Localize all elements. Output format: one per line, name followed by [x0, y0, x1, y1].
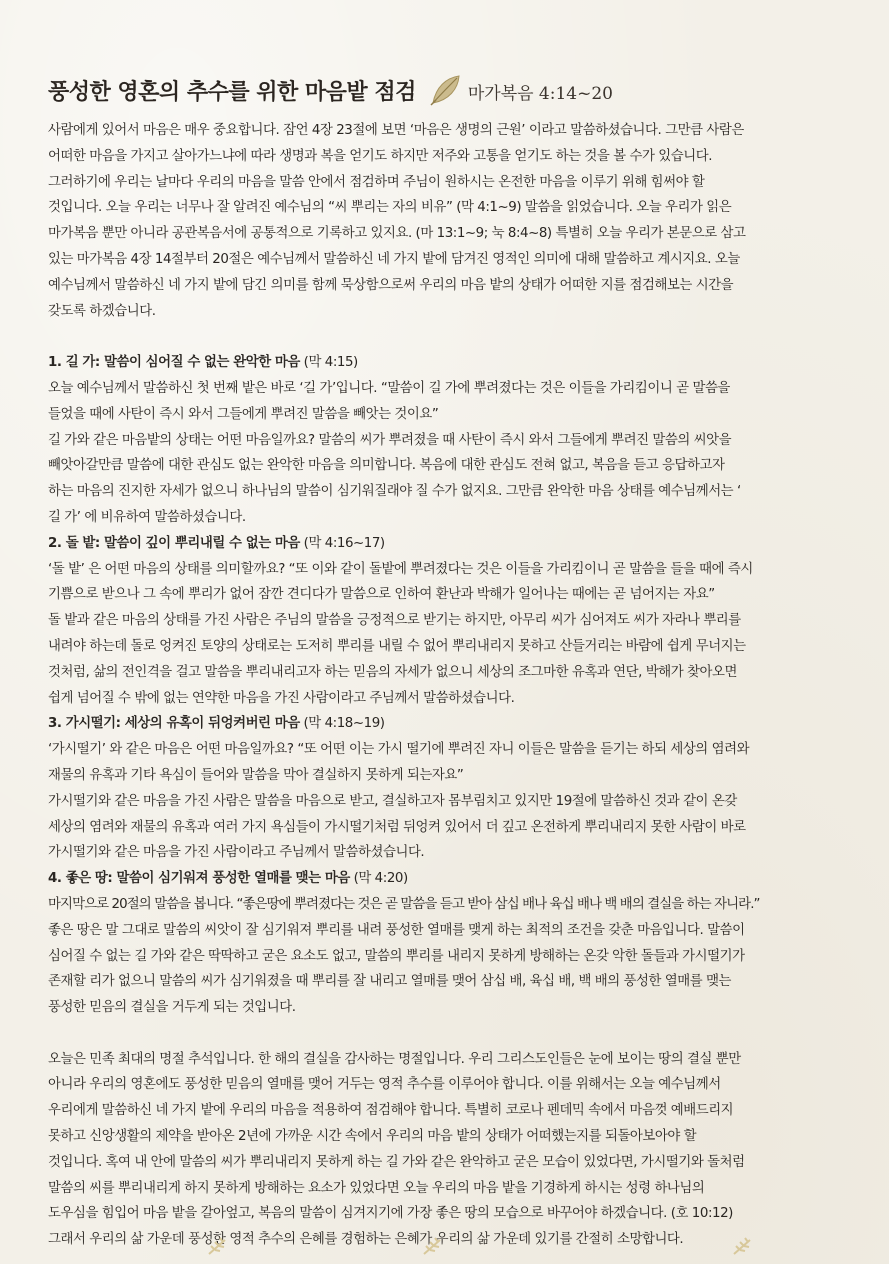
- scripture-reference: 마가복음 4:14~20: [467, 83, 613, 104]
- text-line: 어떠한 마음을 가지고 살아가느냐에 따라 생명과 복을 얻기도 하지만 저주와 고통을 얻기도 하는 것을 볼 수가 있습니다.: [48, 148, 713, 164]
- text-line: 말씀의 씨를 뿌리내리게 하지 못하게 방해하는 요소가 있었다면 오늘 우리의 마음 밭을 기경하게 하시는 성령 하나님의: [48, 1180, 705, 1196]
- intro-paragraph: [48, 118, 848, 324]
- text-line: 길 가와 같은 마음밭의 상태는 어떤 마음일까요? 말씀의 씨가 뿌려졌을 때 사탄이 즉시 와서 그들에게 뿌려진 말씀의 씨앗을: [48, 432, 732, 448]
- section-3: [48, 711, 848, 866]
- text-line: 풍성한 믿음의 결실을 거두게 되는 것입니다.: [48, 1000, 296, 1016]
- text-line: 빼앗아갈만큼 말씀에 대한 관심도 없는 완악한 마음을 의미합니다. 복음에 대한 관심도 전혀 없고, 복음을 듣고 응답하고자: [48, 458, 725, 474]
- section-heading: 4. 좋은 땅: 말씀이 심기워져 풍성한 열매를 맺는 마음 (막 4:20): [48, 871, 408, 887]
- text-line: 그러하기에 우리는 날마다 우리의 마음을 말씀 안에서 점검하며 주님이 원하시는 온전한 마음을 이루기 위해 힘써야 할: [48, 174, 705, 190]
- section-heading: 2. 돌 밭: 말씀이 깊이 뿌리내릴 수 없는 마음 (막 4:16~17): [48, 535, 385, 551]
- text-line: 것입니다. 오늘 우리는 너무나 잘 알려진 예수님의 “씨 뿌리는 자의 비유” (막 4:1~9) 말씀을 읽었습니다. 오늘 우리가 읽은: [48, 200, 732, 216]
- text-line: 마가복음 뿐만 아니라 공관복음서에 공통적으로 기록하고 있지요. (마 13:1~9; 눅 8:4~8) 특별히 오늘 우리가 본문으로 삼고: [48, 226, 746, 242]
- text-line: 갖도록 하겠습니다.: [48, 303, 156, 319]
- closing-paragraph: [48, 1047, 848, 1253]
- text-line: ‘돌 밭’ 은 어떤 마음의 상태를 의미할까요? “또 이와 같이 돌밭에 뿌려졌다는 것은 이들을 가리킴이니 곧 말씀을 들을 때에 즉시: [48, 561, 753, 577]
- text-line: 쉽게 넘어질 수 밖에 없는 연약한 마음을 가진 사람이라고 주님께서 말씀하셨습니다.: [48, 690, 515, 706]
- text-line: 것처럼, 삶의 전인격을 걸고 말씀을 뿌리내리고자 하는 믿음의 자세가 없으니 세상의 조그마한 유혹과 연단, 박해가 찾아오면: [48, 664, 737, 680]
- text-line: 아니라 우리의 영혼에도 풍성한 믿음의 열매를 맺어 거두는 영적 추수를 이루어야 합니다. 이를 위해서는 오늘 예수님께서: [48, 1077, 721, 1093]
- text-line: 길 가’ 에 비유하여 말씀하셨습니다.: [48, 509, 246, 525]
- text-line: 좋은 땅은 말 그대로 말씀의 씨앗이 잘 심기워져 뿌리를 내려 풍성한 열매를 맺게 하는 최적의 조건을 갖춘 마음입니다. 말씀이: [48, 922, 745, 938]
- section-2: [48, 531, 848, 712]
- section-heading: 3. 가시떨기: 세상의 유혹이 뒤엉켜버린 마음 (막 4:18~19): [48, 716, 385, 732]
- leaf-icon: [428, 73, 462, 107]
- text-line: 돌 밭과 같은 마음의 상태를 가진 사람은 주님의 말씀을 긍정적으로 받기는 하지만, 아무리 씨가 심어져도 씨가 자라나 뿌리를: [48, 613, 741, 629]
- text-line: 재물의 유혹과 기타 욕심이 들어와 말씀을 막아 결실하지 못하게 되는자요”: [48, 767, 464, 783]
- text-line: 못하고 신앙생활의 제약을 받아온 2년에 가까운 시간 속에서 우리의 마음 밭의 상태가 어떠했는지를 되돌아보아야 할: [48, 1129, 697, 1145]
- text-line: 마지막으로 20절의 말씀을 봅니다. “좋은땅에 뿌려졌다는 것은 곧 말씀을 듣고 받아 삼십 배나 육십 배나 백 배의 결실을 하는 자니라.”: [48, 896, 760, 912]
- wheat-ornament-icon: [205, 1234, 245, 1256]
- text-line: 들었을 때에 사탄이 즉시 와서 그들에게 뿌려진 말씀을 빼앗는 것이요”: [48, 406, 439, 422]
- wheat-ornament-icon: [420, 1234, 460, 1256]
- text-line: 가시떨기와 같은 마음을 가진 사람은 말씀을 마음으로 받고, 결실하고자 몸부림치고 있지만 19절에 말씀하신 것과 같이 온갖: [48, 793, 737, 809]
- text-line: 그래서 우리의 삶 가운데 풍성한 영적 추수의 은혜를 경험하는 은혜가 우리의 삶 가운데 있기를 간절히 소망합니다.: [48, 1232, 684, 1248]
- text-line: 있는 마가복음 4장 14절부터 20절은 예수님께서 말씀하신 네 가지 밭에 담겨진 영적인 의미에 대해 말씀하고 계시지요. 오늘: [48, 251, 740, 267]
- text-line: 내려야 하는데 돌로 엉켜진 토양의 상태로는 도저히 뿌리를 내릴 수 없어 뿌리내리지 못하고 산들거리는 바람에 쉽게 무너지는: [48, 638, 746, 654]
- text-line: 오늘은 민족 최대의 명절 추석입니다. 한 해의 결실을 감사하는 명절입니다. 우리 그리스도인들은 눈에 보이는 땅의 결실 뿐만: [48, 1051, 741, 1067]
- sermon-body: [48, 118, 848, 1253]
- wheat-ornament-icon: [730, 1234, 770, 1256]
- text-line: 심어질 수 없는 길 가와 같은 딱딱하고 굳은 요소도 없고, 말씀의 뿌리를 내리지 못하게 방해하는 온갖 악한 돌들과 가시떨기가: [48, 948, 745, 964]
- page-title: 풍성한 영혼의 추수를 위한 마음밭 점검: [48, 78, 416, 105]
- text-line: 사람에게 있어서 마음은 매우 중요합니다. 잠언 4장 23절에 보면 ‘마음은 생명의 근원’ 이라고 말씀하셨습니다. 그만큼 사람은: [48, 123, 744, 138]
- text-line: 오늘 예수님께서 말씀하신 첫 번째 밭은 바로 ‘길 가’입니다. “말씀이 길 가에 뿌려졌다는 것은 이들을 가리킴이니 곧 말씀을: [48, 380, 730, 396]
- section-1: [48, 350, 848, 531]
- text-line: 기쁨으로 받으나 그 속에 뿌리가 없어 잠깐 견디다가 말씀으로 인하여 환난과 박해가 일어나는 때에는 곧 넘어지는 자요”: [48, 587, 715, 603]
- section-4: [48, 866, 848, 1021]
- page-header: [48, 70, 613, 110]
- text-line: ‘가시떨기’ 와 같은 마음은 어떤 마음일까요? “또 어떤 이는 가시 떨기에 뿌려진 자니 이들은 말씀을 듣기는 하되 세상의 염려와: [48, 742, 750, 758]
- text-line: 존재할 리가 없으니 말씀의 씨가 심기워졌을 때 뿌리를 잘 내리고 열매를 맺어 삼십 배, 육십 배, 백 배의 풍성한 열매를 맺는: [48, 974, 732, 990]
- text-line: 도우심을 힘입어 마음 밭을 갈아엎고, 복음의 말씀이 심겨지기에 가장 좋은 땅의 모습으로 바꾸어야 하겠습니다. (호 10:12): [48, 1206, 733, 1222]
- text-line: 우리에게 말씀하신 네 가지 밭에 우리의 마음을 적용하여 점검해야 합니다. 특별히 코로나 펜데믹 속에서 마음껏 예배드리지: [48, 1103, 734, 1119]
- text-line: 세상의 염려와 재물의 유혹과 여러 가지 욕심들이 가시떨기처럼 뒤엉켜 있어서 더 깊고 온전하게 뿌리내리지 못한 사람이 바로: [48, 819, 746, 835]
- section-heading: 1. 길 가: 말씀이 심어질 수 없는 완악한 마음 (막 4:15): [48, 355, 358, 371]
- text-line: 가시떨기와 같은 마음을 가진 사람이라고 주님께서 말씀하셨습니다.: [48, 845, 425, 861]
- text-line: 하는 마음의 진지한 자세가 없으니 하나님의 말씀이 심기워질래야 질 수가 없지요. 그만큼 완악한 마음 상태를 예수님께서는 ‘: [48, 484, 741, 500]
- text-line: 것입니다. 혹여 내 안에 말씀의 씨가 뿌리내리지 못하게 하는 길 가와 같은 완악하고 굳은 모습이 있었다면, 가시떨기와 돌처럼: [48, 1154, 745, 1170]
- text-line: 예수님께서 말씀하신 네 가지 밭에 담긴 의미를 함께 묵상함으로써 우리의 마음 밭의 상태가 어떠한 지를 점검해보는 시간을: [48, 277, 734, 293]
